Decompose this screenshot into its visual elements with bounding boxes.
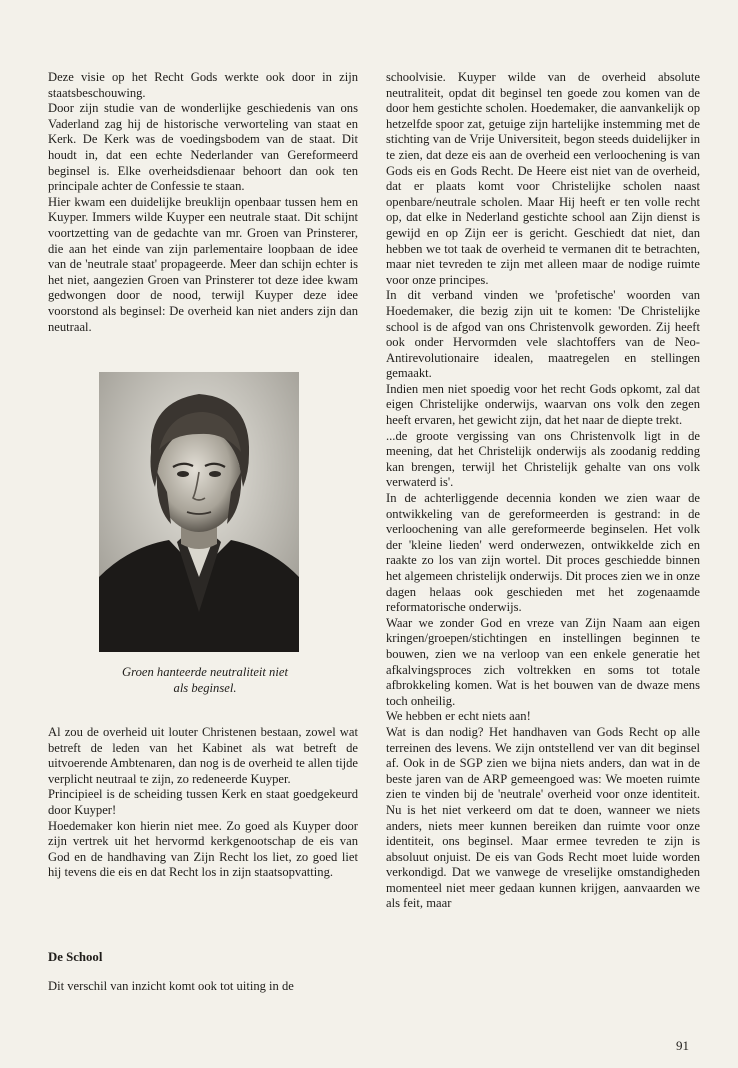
paragraph: In de achterliggende decennia konden we zien waar de ontwikkeling van de gereformeerden is gestrand: in de verloochening van alle gereformeerde beginselen. Het volk der 'kleine lieden' werd onderwezen, ontwikkelde zich en raakte zo los van zijn wortel. Dit proces geschiedde binnen het algemeen christelijk onderwijs. Dit proces zien we in onze dagen helaas ook geschieden met het zogenaamde reformatorische onderwijs.	[386, 491, 700, 615]
page-number: 91	[676, 1038, 689, 1053]
paragraph: schoolvisie. Kuyper wilde van de overheid absolute neutraliteit, opdat dit beginsel ten goede zou komen van de door hem gestichte scholen. Hoedemaker, die aanvankelijk op hetzelfde spoor zat, getuige zijn hartelijke instemming met de stichting van de Vrije Universiteit, begon steeds duidelijker in te zien, dat deze eis aan de overheid een verloochening is van Gods eis en Gods Recht. De Heere eist niet van de overheid, dat er plaats komt voor Christelijke scholen naast openbare/neutrale scholen. Maar Hij heeft er ten volle recht op, dat elke in Nederland gestichte school aan Zijn dienst is gewijd en op Zijn eer is gericht. Geschiedt dat niet, dan hebben we tot taak de overheid te vermanen dit te betrachten, maar niet tevreden te zijn met alleen maar de nodige ruimte voor onze principes.	[386, 70, 700, 287]
caption-line: als beginsel.	[173, 681, 237, 695]
paragraph: In dit verband vinden we 'profetische' woorden van Hoedemaker, die bezig zijn uit te komen: 'De Christelijke school is de afgod van ons Christenvolk geworden. Zij heeft ook onder Hervormden vele slachtoffers van de Neo-Antirevolutionaire idealen, maatregelen en stellingen gemaakt.	[386, 288, 700, 381]
portrait-image	[99, 372, 299, 652]
paragraph: Wat is dan nodig? Het handhaven van Gods Recht op alle terreinen des levens. We zijn ontstellend ver van dit beginsel af. Ook in de SGP zien we bijna niets anders, dan wat in de beste jaren van de ARP gemeengoed was: We moeten ruimte zien te vinden bij de 'neutrale' overheid voor onze identiteit. Nu is het niet verkeerd om dat te doen, wanneer we niets anders, niets meer kunnen bereiken dan ruimte voor onze identiteit, ons beginsel. Maar ermee tevreden te zijn is absoluut onjuist. De eis van Gods Recht moet luide worden verkondigd. Dat we vanwege de vreselijke omstandigheden momenteel niet meer gedaan kunnen krijgen, aanvaarden we als feit, maar	[386, 724, 700, 911]
portrait-engraving	[99, 372, 299, 652]
right-column	[386, 70, 700, 912]
left-column	[48, 70, 358, 335]
paragraph: Indien men niet spoedig voor het recht Gods opkomt, zal dat eigen Christelijke onderwijs, waarvan ons volk den zegen heeft ervaren, het gewicht zijn, dat het naar de diepte trekt.	[386, 381, 700, 428]
paragraph: Hier kwam een duidelijke breuklijn openbaar tussen hem en Kuyper. Immers wilde Kuyper een neutrale staat. Dit schijnt voortzetting van de gedachte van mr. Groen van Prinsterer, die aan het einde van zijn parlementaire loopbaan de idee van de 'neutrale staat' propageerde. Meer dan schijn echter is het niet, aangezien Groen van Prinsterer tot deze idee kwam gedwongen door de nood, terwijl Kuyper deze idee voorstond als beginsel: De overheid kan niet anders zijn dan neutraal.	[48, 194, 358, 334]
left-column-lower	[48, 725, 358, 881]
paragraph: Waar we zonder God en vreze van Zijn Naam aan eigen kringen/groepen/stichtingen en instellingen beginnen te bouwen, zien we na verloop van een enkele generatie het afkalvingsproces zich voltrekken en soms tot totale afbrokkeling komen. Wat is het bouwen van de dwaze mens toch onheilig.	[386, 615, 700, 708]
caption-line: Groen hanteerde neutraliteit niet	[122, 665, 288, 679]
paragraph: Hoedemaker kon hierin niet mee. Zo goed als Kuyper door zijn vertrek uit het hervormd kerkgenootschap de eis van God en de handhaving van Zijn Recht los liet, zo goed liet hij tevens die eis en dat Recht los in zijn staatsopvatting.	[48, 818, 358, 880]
paragraph: Principieel is de scheiding tussen Kerk en staat goedgekeurd door Kuyper!	[48, 787, 358, 817]
paragraph: Door zijn studie van de wonderlijke geschiedenis van ons Vaderland zag hij de historische verworteling van staat en Kerk. De Kerk was de voedingsbodem van de staat. Dit houdt in, dat een echte Nederlander van Gereformeerd beginsel is. Elke overheidsdienaar behoort dan ook ten principale achter de Confessie te staan.	[48, 101, 358, 194]
figure-caption	[60, 664, 350, 696]
paragraph: Al zou de overheid uit louter Christenen bestaan, zowel wat betreft de leden van het Kabinet als wat betreft de uitvoerende Ambtenaren, dan nog is de overheid te allen tijde verplicht neutraal te zijn, zo redeneerde Kuyper.	[48, 725, 358, 786]
paragraph: We hebben er echt niets aan!	[386, 709, 531, 724]
paragraph: Deze visie op het Recht Gods werkte ook door in zijn staatsbeschouwing.	[48, 70, 358, 100]
left-column-bottom: Dit verschil van inzicht komt ook tot uiting in de	[48, 979, 294, 993]
section-heading: De School	[48, 950, 103, 964]
paragraph: ...de groote vergissing van ons Christenvolk ligt in de meening, dat het Christelijk onderwijs als zoodanig redding kan brengen, terwijl het Christelijk gehalte van ons volk verwaterd is'.	[386, 428, 700, 490]
